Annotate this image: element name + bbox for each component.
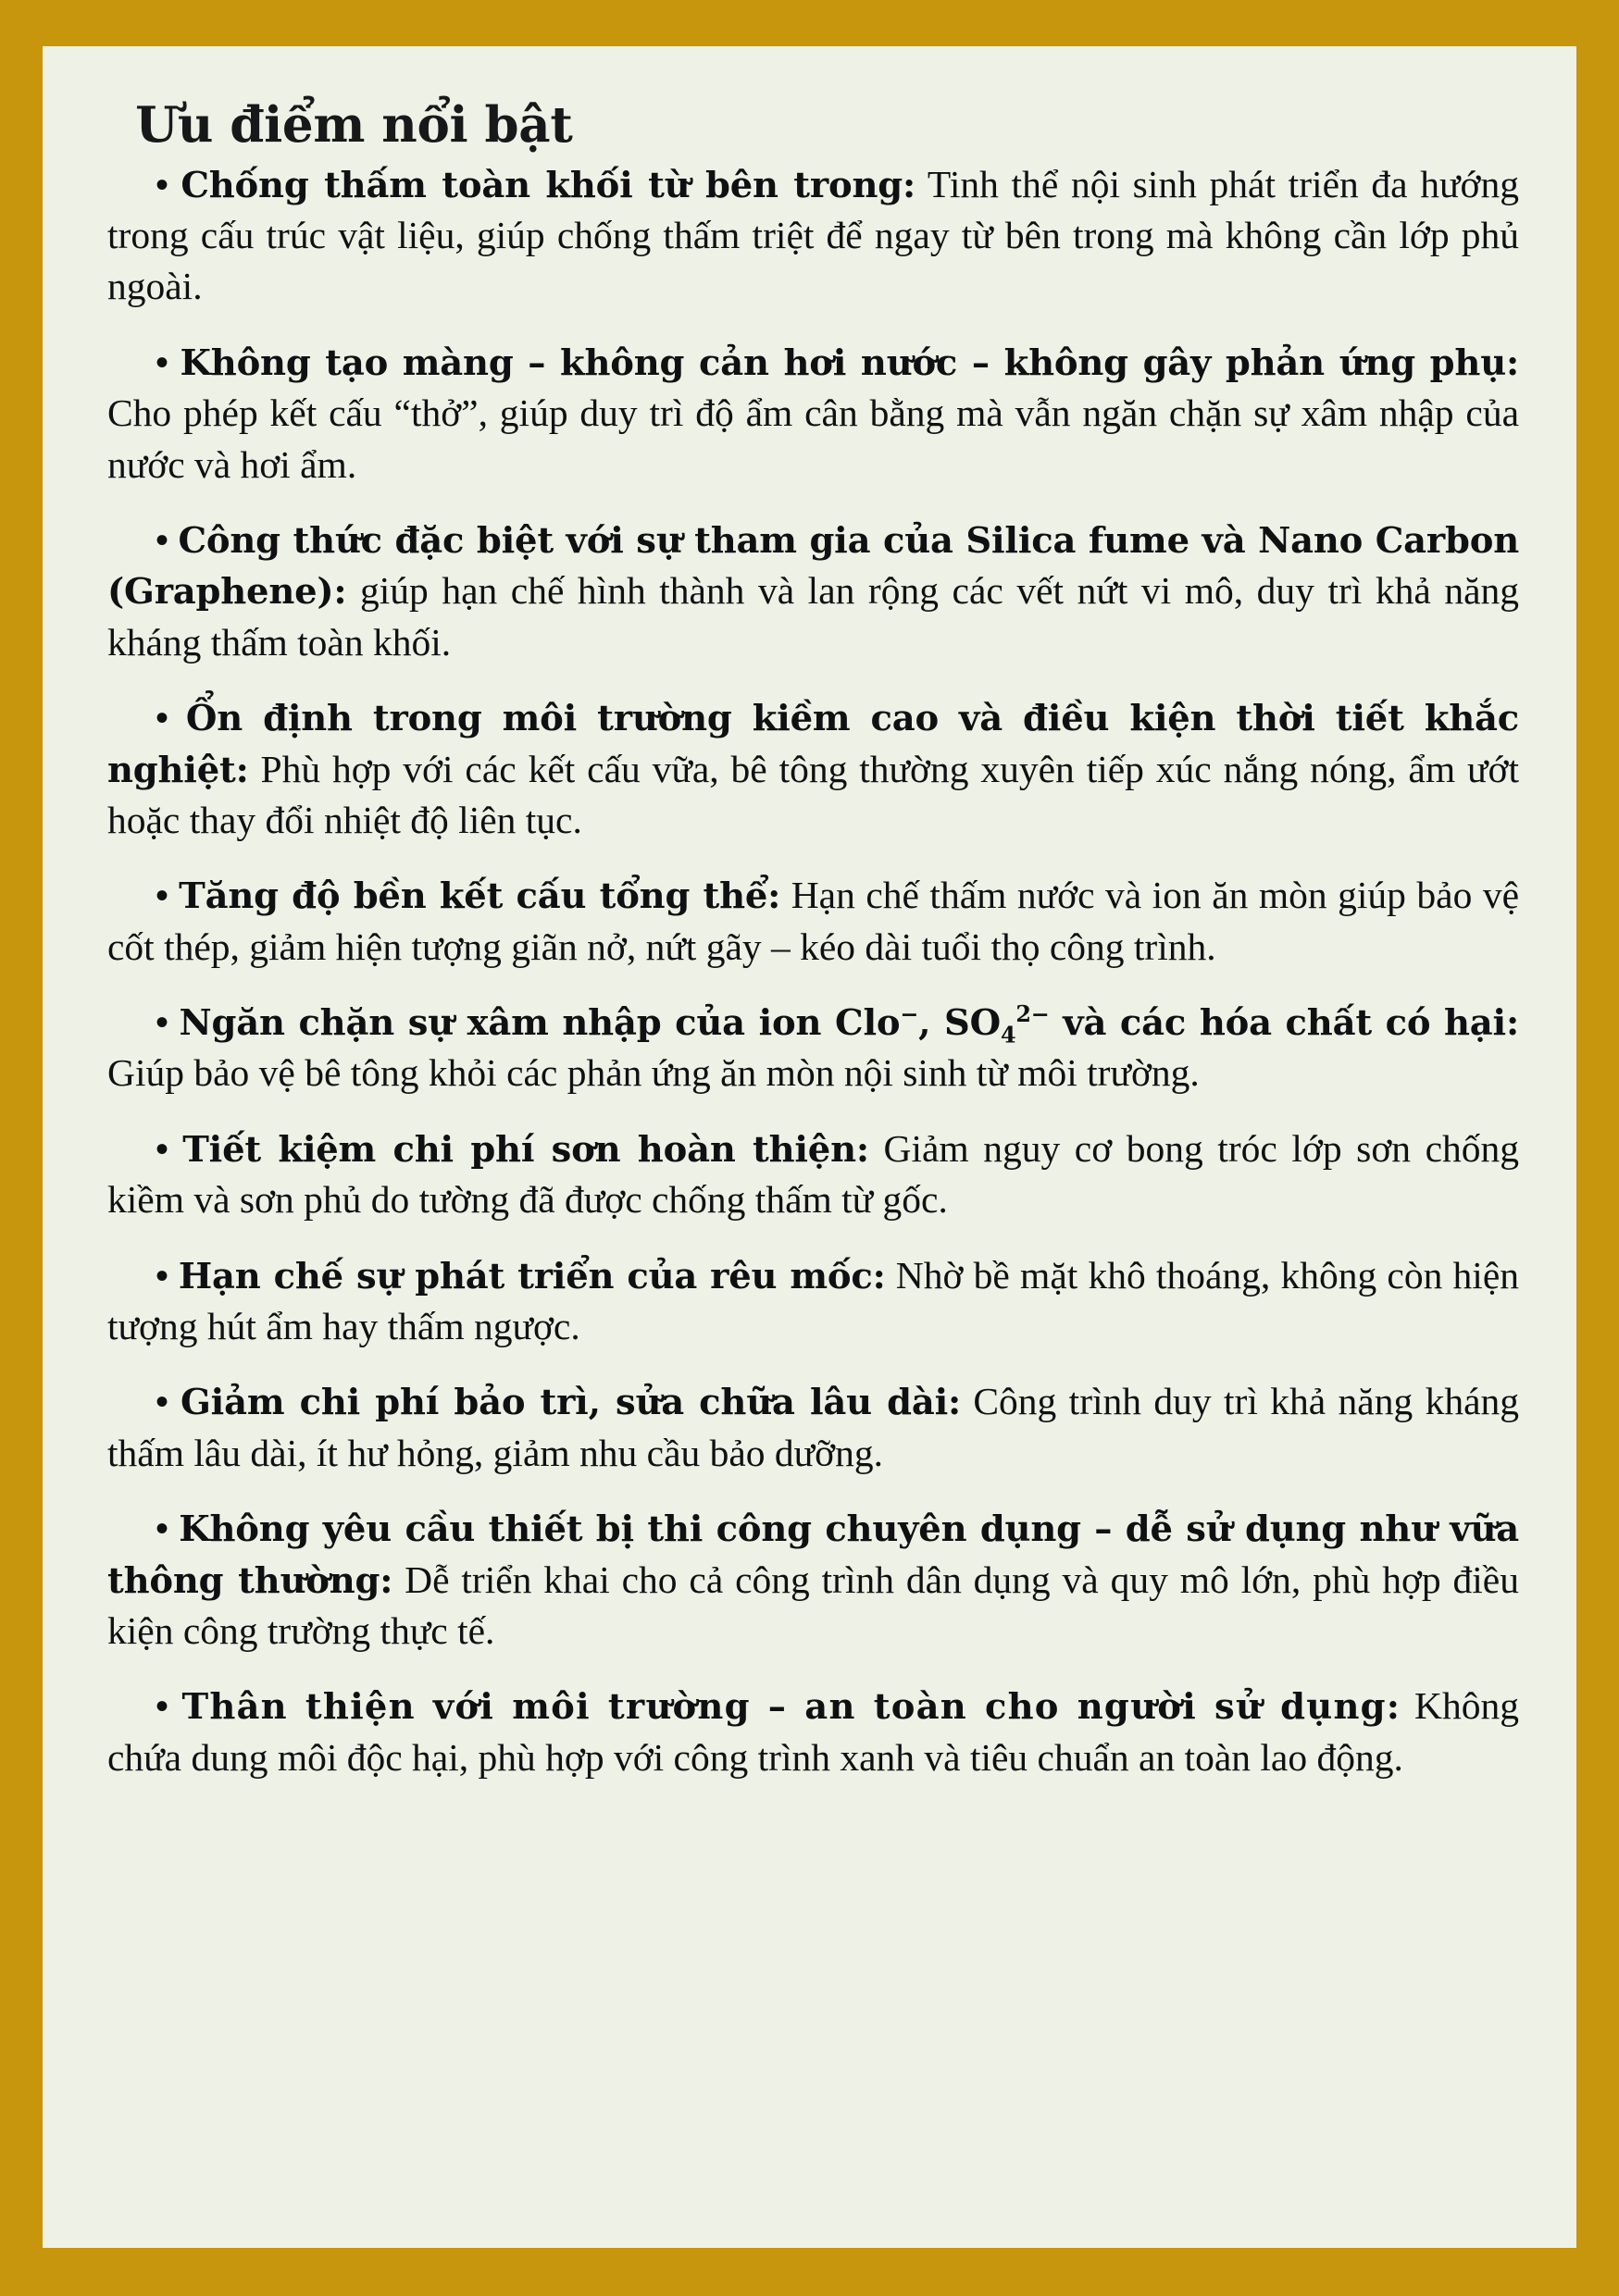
- list-item-lead: Ngăn chặn sự xâm nhập của ion Clo−, $SO_4^{2-}$ và các hóa chất có hại:: [179, 1001, 1519, 1049]
- bullet-dot-icon: •: [156, 1381, 181, 1423]
- list-item: [107, 1376, 1519, 1479]
- list-item: [107, 1123, 1519, 1226]
- list-item-lead: Tiết kiệm chi phí sơn hoàn thiện:: [182, 1128, 869, 1171]
- list-item: [107, 870, 1519, 973]
- list-item: [107, 337, 1519, 490]
- list-item: [107, 1681, 1519, 1783]
- bullet-dot-icon: •: [156, 341, 181, 383]
- list-item-body: Hạn chế thấm nước và ion ăn mòn giúp bảo vệ cốt thép, giảm hiện tượng giãn nở, nứt gãy – kéo dài tuổi thọ công trình.: [107, 874, 1520, 968]
- bullet-dot-icon: •: [156, 1685, 182, 1728]
- list-item-lead: Công thức đặc biệt với sự tham gia của Silica fume và Nano Carbon (Graphene):: [107, 519, 1519, 614]
- bullet-dot-icon: •: [156, 1508, 180, 1550]
- list-item-body: Cho phép kết cấu “thở”, giúp duy trì độ ẩm cân bằng mà vẫn ngăn chặn sự xâm nhập của nước và hơi ẩm.: [107, 391, 1519, 486]
- list-item-lead: Không yêu cầu thiết bị thi công chuyên dụng – dễ sử dụng như vữa thông thường:: [107, 1508, 1519, 1602]
- bullet-dot-icon: •: [156, 697, 186, 739]
- bullet-dot-icon: •: [156, 518, 179, 561]
- list-item-lead: Không tạo màng – không cản hơi nước – không gây phản ứng phụ:: [180, 341, 1519, 384]
- bullet-dot-icon: •: [156, 1254, 179, 1297]
- list-item-lead: Tăng độ bền kết cấu tổng thể:: [179, 875, 781, 918]
- list-item-body: Giúp bảo vệ bê tông khỏi các phản ứng ăn mòn nội sinh từ môi trường.: [107, 1051, 1200, 1095]
- list-item: [107, 1503, 1519, 1657]
- list-item-lead: Giảm chi phí bảo trì, sửa chữa lâu dài:: [181, 1382, 962, 1424]
- list-item-lead: Ổn định trong môi trường kiềm cao và điều kiện thời tiết khắc nghiệt:: [107, 698, 1519, 791]
- list-item-body: Phù hợp với các kết cấu vữa, bê tông thường xuyên tiếp xúc nắng nóng, ẩm ướt hoặc thay đổi nhiệt độ liên tục.: [107, 747, 1519, 841]
- bullet-dot-icon: •: [156, 163, 181, 205]
- list-item: [107, 515, 1519, 668]
- bullet-dot-icon: •: [156, 875, 180, 917]
- bullet-dot-icon: •: [156, 1001, 180, 1044]
- page-title: Ưu điểm nổi bật: [135, 96, 573, 154]
- list-item-lead: Thân thiện với môi trường – an toàn cho người sử dụng:: [181, 1686, 1401, 1729]
- list-item-body: Nhờ bề mặt khô thoáng, không còn hiện tượng hút ẩm hay thấm ngược.: [107, 1253, 1519, 1348]
- list-item-lead: Chống thấm toàn khối từ bên trong:: [181, 164, 915, 206]
- list-item-body: Dễ triển khai cho cả công trình dân dụng và quy mô lớn, phù hợp điều kiện công trường thực tế.: [107, 1558, 1519, 1652]
- list-item-body: Công trình duy trì khả năng kháng thấm lâu dài, ít hư hỏng, giảm nhu cầu bảo dưỡng.: [107, 1380, 1520, 1474]
- list-item-lead: Hạn chế sự phát triển của rêu mốc:: [178, 1255, 886, 1297]
- list-item: [107, 997, 1519, 1099]
- list-item-body: giúp hạn chế hình thành và lan rộng các vết nứt vi mô, duy trì khả năng kháng thấm toàn khối.: [107, 569, 1519, 664]
- list-item: [107, 692, 1519, 846]
- bullet-dot-icon: •: [156, 1127, 183, 1170]
- list-item: [107, 159, 1519, 313]
- advantages-list: [107, 159, 1519, 1784]
- document-page: [43, 46, 1576, 2248]
- list-item-body: Giảm nguy cơ bong tróc lớp sơn chống kiềm và sơn phủ do tường đã được chống thấm từ gốc.: [107, 1126, 1519, 1222]
- list-item-body: Tinh thể nội sinh phát triển đa hướng trong cấu trúc vật liệu, giúp chống thấm triệt để ngay từ bên trong mà không cần lớp phủ ngoài.: [107, 162, 1519, 308]
- list-item: [107, 1250, 1519, 1353]
- list-item-body: Không chứa dung môi độc hại, phù hợp với công trình xanh và tiêu chuẩn an toàn lao động.: [107, 1684, 1519, 1779]
